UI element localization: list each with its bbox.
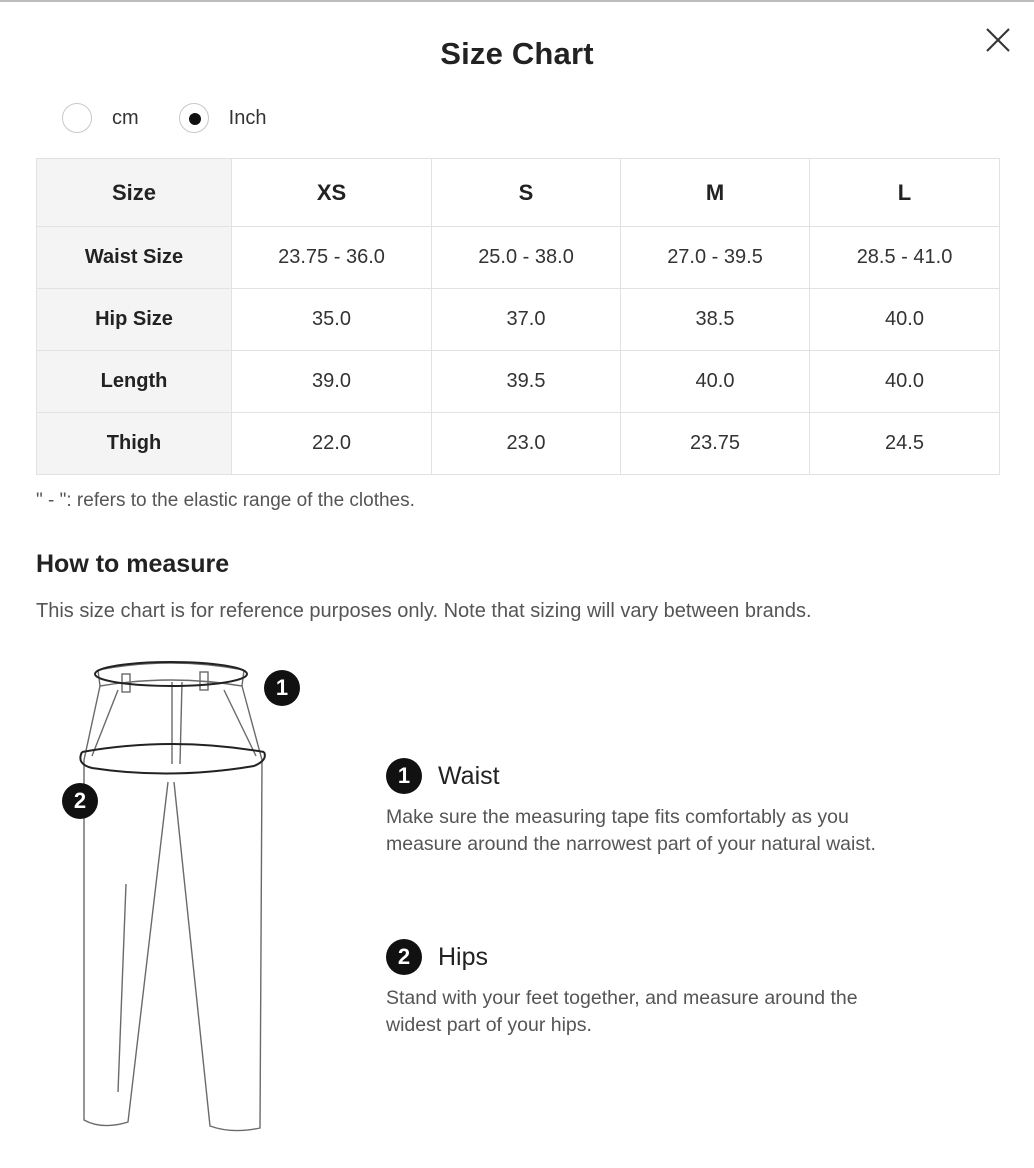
table-cell: 40.0 — [810, 351, 1000, 413]
header-size: Size — [37, 159, 232, 227]
unit-label-cm: cm — [112, 106, 139, 129]
unit-option-inch[interactable] — [179, 103, 267, 133]
number-badge: 1 — [386, 758, 422, 794]
trousers-icon — [56, 652, 316, 1152]
hips-instruction — [386, 939, 946, 1039]
how-to-measure-heading: How to measure — [36, 550, 230, 578]
unit-label-inch: Inch — [228, 106, 267, 129]
waist-instruction — [386, 758, 946, 858]
header-s: S — [432, 159, 621, 227]
waist-marker-1: 1 — [264, 670, 300, 706]
table-cell: 40.0 — [621, 351, 810, 413]
header-xs: XS — [232, 159, 432, 227]
table-cell: 23.75 - 36.0 — [232, 227, 432, 289]
table-cell: 23.0 — [432, 413, 621, 475]
header-m: M — [621, 159, 810, 227]
number-badge: 2 — [386, 939, 422, 975]
table-cell: 40.0 — [810, 289, 1000, 351]
table-cell: 25.0 - 38.0 — [432, 227, 621, 289]
reference-note: This size chart is for reference purposes only. Note that sizing will vary between brands. — [36, 600, 812, 622]
table-cell: 38.5 — [621, 289, 810, 351]
row-label: Length — [37, 351, 232, 413]
table-header-row — [37, 159, 1000, 227]
close-icon — [984, 26, 1012, 54]
elastic-range-note: " - ": refers to the elastic range of the clothes. — [36, 490, 415, 511]
radio-inch[interactable] — [179, 103, 209, 133]
table-cell: 23.75 — [621, 413, 810, 475]
header-l: L — [810, 159, 1000, 227]
row-label: Waist Size — [37, 227, 232, 289]
waist-description: Make sure the measuring tape fits comfortably as you measure around the narrowest part of your natural waist. — [386, 806, 876, 855]
table-row — [37, 413, 1000, 475]
unit-option-cm[interactable] — [62, 103, 139, 133]
unit-toggle — [62, 102, 306, 134]
close-button[interactable] — [984, 26, 1012, 54]
page-title: Size Chart — [440, 36, 594, 71]
table-cell: 28.5 - 41.0 — [810, 227, 1000, 289]
table-cell: 35.0 — [232, 289, 432, 351]
table-cell: 27.0 - 39.5 — [621, 227, 810, 289]
hips-marker-2: 2 — [62, 783, 98, 819]
hips-title: Hips — [438, 942, 489, 971]
waist-title: Waist — [438, 761, 500, 790]
table-cell: 24.5 — [810, 413, 1000, 475]
table-cell: 22.0 — [232, 413, 432, 475]
row-label: Hip Size — [37, 289, 232, 351]
row-label: Thigh — [37, 413, 232, 475]
table-cell: 37.0 — [432, 289, 621, 351]
table-row — [37, 289, 1000, 351]
size-table — [36, 158, 1000, 475]
hips-description: Stand with your feet together, and measure around the widest part of your hips. — [386, 987, 858, 1036]
table-row — [37, 227, 1000, 289]
table-cell: 39.5 — [432, 351, 621, 413]
table-cell: 39.0 — [232, 351, 432, 413]
radio-cm[interactable] — [62, 103, 92, 133]
table-row — [37, 351, 1000, 413]
